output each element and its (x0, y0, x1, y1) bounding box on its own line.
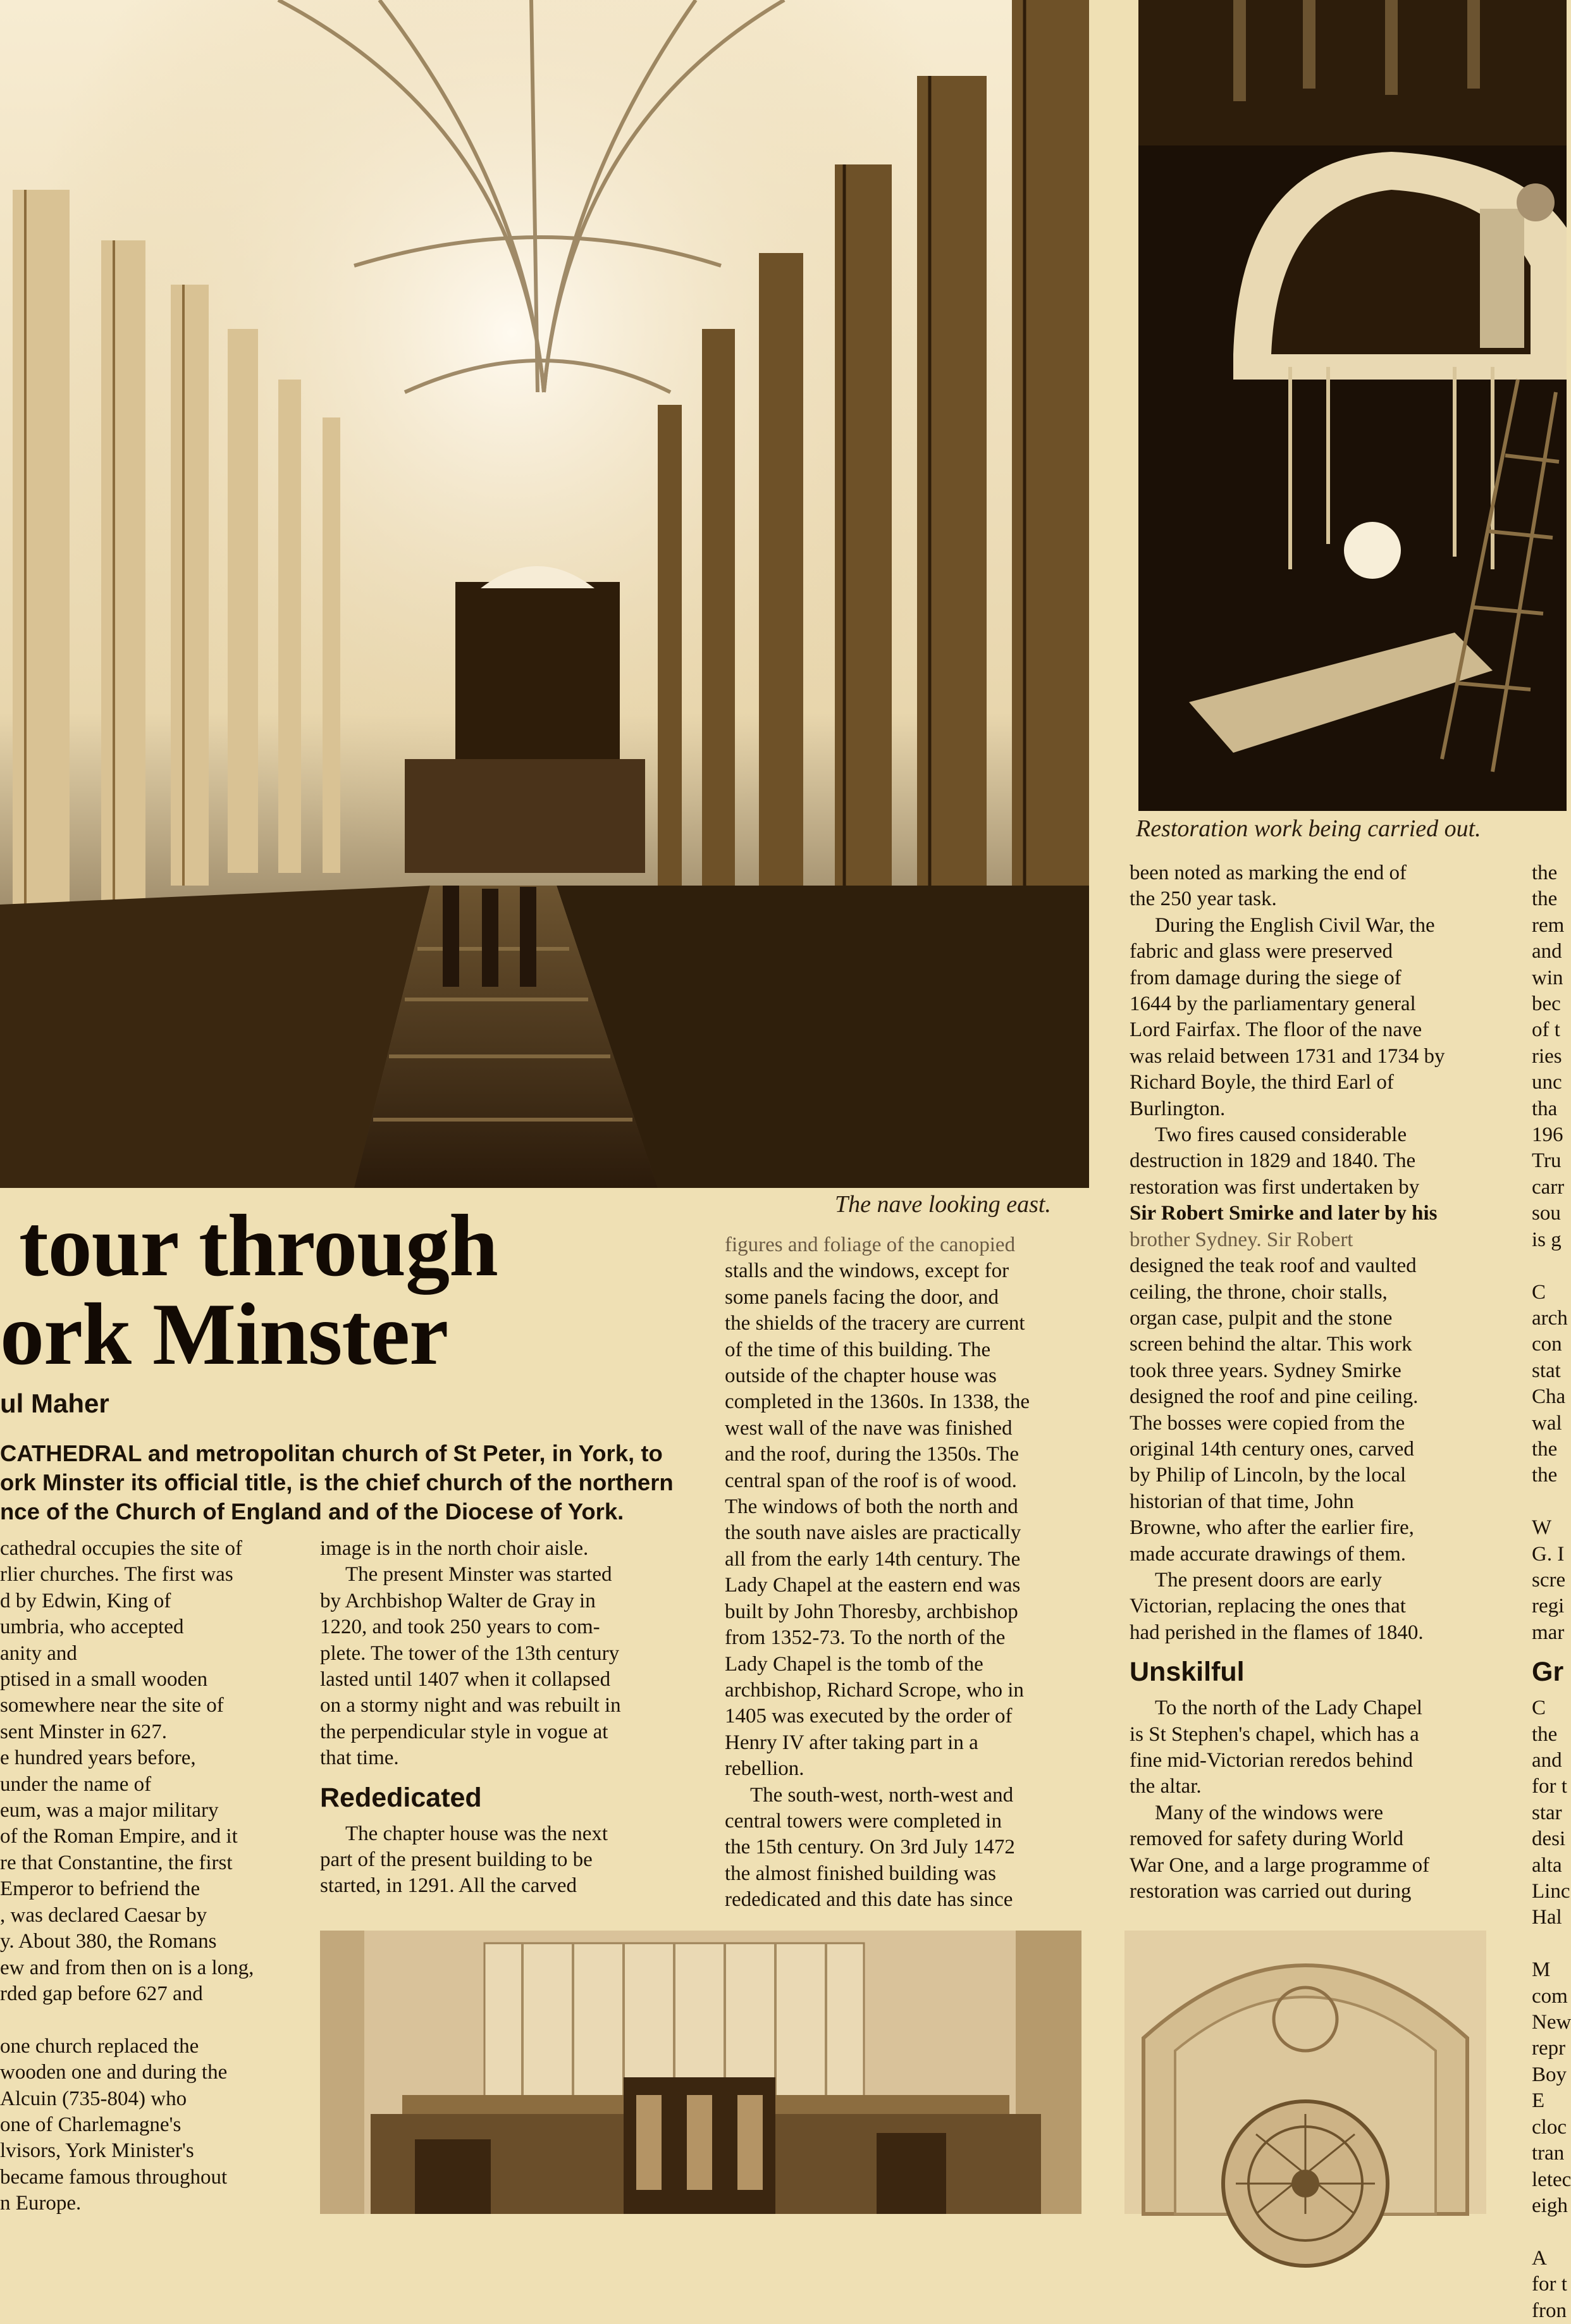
text-line: sent Minster in 627. (0, 1720, 167, 1743)
column-4-part-b (1130, 1695, 1496, 1905)
text-line: tran (1532, 2142, 1565, 2165)
text-line: all from the early 14th century. The (725, 1547, 1021, 1571)
text-line: designed the teak roof and vaulted (1130, 1254, 1417, 1278)
text-line: restoration was carried out during (1130, 1880, 1412, 1903)
subhead-unskilful: Unskilful (1130, 1657, 1245, 1688)
text-line: regi (1532, 1595, 1565, 1618)
text-line: Browne, who after the earlier fire, (1130, 1516, 1414, 1540)
text-line: Two fires caused considerable (1155, 1123, 1407, 1147)
text-line: the (1532, 1437, 1558, 1461)
text-line: fabric and glass were preserved (1130, 940, 1393, 963)
headline-line2: ork Minster (0, 1285, 448, 1383)
text-line: built by John Thoresby, archbishop (725, 1600, 1018, 1623)
text-line: the almost finished building was (725, 1862, 996, 1885)
text-line: destruction in 1829 and 1840. The (1130, 1149, 1416, 1173)
text-line: com (1532, 1984, 1568, 2008)
text-line: had perished in the flames of 1840. (1130, 1621, 1424, 1644)
text-line: Lady Chapel is the tomb of the (725, 1652, 983, 1676)
text-line: the 15th century. On 3rd July 1472 (725, 1836, 1015, 1859)
text-line: image is in the north choir aisle. (320, 1537, 589, 1560)
byline: ul Maher (0, 1388, 109, 1418)
column-5-part-a (1532, 860, 1567, 1646)
text-line: plete. The tower of the 13th century (320, 1641, 620, 1665)
text-line: by Archbishop Walter de Gray in (320, 1589, 596, 1612)
text-line (1532, 1253, 1567, 1279)
text-line: New (1532, 2011, 1571, 2034)
headline-line1: tour through (19, 1197, 498, 1295)
text-line: stat (1532, 1359, 1561, 1382)
text-line: Sir Robert Smirke and later by his (1130, 1202, 1438, 1225)
text-line: W (1532, 1516, 1552, 1540)
text-line: from damage during the siege of (1130, 966, 1402, 989)
text-line: original 14th century ones, carved (1130, 1437, 1414, 1461)
text-line: the perpendicular style in vogue at (320, 1720, 608, 1743)
text-line: repr (1532, 2037, 1566, 2060)
text-line: somewhere near the site of (0, 1694, 224, 1717)
text-line: Boy (1532, 2063, 1567, 2086)
text-line: ceiling, the throne, choir stalls, (1130, 1280, 1388, 1304)
text-line: e hundred years before, (0, 1746, 196, 1770)
text-line: brother Sydney. Sir Robert (1130, 1228, 1353, 1251)
text-line: Emperor to befriend the (0, 1877, 200, 1901)
text-line: arch (1532, 1306, 1568, 1330)
text-line: rlier churches. The first was (0, 1563, 233, 1586)
text-line: and the roof, during the 1350s. The (725, 1443, 1019, 1466)
text-line: anity and (0, 1641, 77, 1665)
text-line: Linc (1532, 1880, 1570, 1903)
text-line: cloc (1532, 2115, 1567, 2139)
text-line: Richard Boyle, the third Earl of (1130, 1071, 1394, 1094)
text-line: alta (1532, 1853, 1562, 1877)
text-line: star (1532, 1801, 1562, 1824)
text-line: ew and from then on is a long, (0, 1956, 254, 1979)
text-line: figures and foliage of the canopied (725, 1233, 1016, 1256)
text-line: Burlington. (1130, 1097, 1226, 1120)
text-line: eigh (1532, 2194, 1568, 2217)
article-column-1 (0, 1536, 304, 2214)
altar-screen-photo (320, 1931, 1081, 2214)
text-line: umbria, who accepted (0, 1616, 184, 1639)
text-line: The bosses were copied from the (1130, 1411, 1405, 1435)
text-line: tha (1532, 1097, 1558, 1120)
text-line: C (1532, 1697, 1546, 1720)
article-column-3 (725, 1232, 1092, 1913)
text-line: bec (1532, 992, 1561, 1016)
text-line: and (1532, 940, 1562, 963)
text-line: rem (1532, 913, 1565, 937)
text-line: from 1352-73. To the north of the (725, 1626, 1006, 1650)
text-line: outside of the chapter house was (725, 1364, 997, 1388)
text-line: , was declared Caesar by (0, 1903, 207, 1927)
text-line: and (1532, 1749, 1562, 1772)
text-line: desi (1532, 1827, 1566, 1851)
text-line: fine mid-Victorian reredos behind (1130, 1749, 1413, 1772)
text-line: unc (1532, 1071, 1562, 1094)
subhead-column-5: Gr (1532, 1657, 1564, 1688)
text-line: The south-west, north-west and (750, 1783, 1014, 1807)
standfirst (0, 1439, 708, 1526)
text-line: rededicated and this date has since (725, 1888, 1013, 1912)
tracery-clock-photo (1124, 1931, 1486, 2214)
text-line: by Philip of Lincoln, by the local (1130, 1464, 1407, 1487)
text-line: the altar. (1130, 1775, 1202, 1798)
column-2-part-b (320, 1821, 687, 1900)
text-line: organ case, pulpit and the stone (1130, 1306, 1393, 1330)
restoration-photo (1138, 0, 1567, 811)
text-line: made accurate drawings of them. (1130, 1542, 1407, 1566)
text-line: sou (1532, 1202, 1561, 1225)
text-line: under the name of (0, 1772, 152, 1796)
text-line: The windows of both the north and (725, 1495, 1018, 1519)
text-line: the shields of the tracery are current (725, 1312, 1025, 1335)
text-line: rebellion. (725, 1757, 804, 1781)
text-line (1532, 1931, 1567, 1957)
text-line: The present doors are early (1155, 1568, 1383, 1592)
text-line: started, in 1291. All the carved (320, 1874, 577, 1898)
text-line: of the time of this building. The (725, 1338, 991, 1361)
text-line: Henry IV after taking part in a (725, 1731, 978, 1754)
text-line: the south nave aisles are practically (725, 1521, 1021, 1545)
text-line: was relaid between 1731 and 1734 by (1130, 1044, 1445, 1068)
text-line (1532, 2219, 1567, 2245)
text-line: designed the roof and pine ceiling. (1130, 1385, 1419, 1409)
text-line: ptised in a small wooden (0, 1668, 208, 1691)
text-line: Alcuin (735-804) who (0, 2087, 187, 2110)
text-line: carr (1532, 1175, 1565, 1199)
text-line: central towers were completed in (725, 1809, 1002, 1833)
text-line: of the Roman Empire, and it (0, 1825, 238, 1848)
text-line: took three years. Sydney Smirke (1130, 1359, 1402, 1382)
text-line: To the north of the Lady Chapel (1155, 1697, 1422, 1720)
standfirst-line: CATHEDRAL and metropolitan church of St Peter, in York, to (0, 1440, 663, 1466)
text-line: for t (1532, 1775, 1567, 1798)
text-line: wal (1532, 1411, 1562, 1435)
text-line: rded gap before 627 and (0, 1982, 203, 2005)
column-4-part-a (1130, 860, 1496, 1646)
subhead-rededicated: Rededicated (320, 1782, 482, 1813)
article-column-5 (1532, 860, 1571, 2322)
standfirst-line: nce of the Church of England and of the Diocese of York. (0, 1499, 624, 1524)
text-line: part of the present building to be (320, 1848, 593, 1872)
text-line: archbishop, Richard Scrope, who in (725, 1678, 1024, 1702)
text-line: Hal (1532, 1906, 1562, 1929)
article-column-4 (1130, 860, 1496, 1905)
text-line: con (1532, 1333, 1562, 1356)
text-line: G. I (1532, 1542, 1565, 1566)
text-line: A (1532, 2246, 1547, 2270)
text-line: n Europe. (0, 2192, 82, 2215)
text-line: E (1532, 2089, 1545, 2113)
text-line: lasted until 1407 when it collapsed (320, 1668, 611, 1691)
text-line: 1644 by the parliamentary general (1130, 992, 1416, 1016)
text-line: Lord Fairfax. The floor of the nave (1130, 1018, 1422, 1042)
text-line: that time. (320, 1746, 399, 1770)
text-line: one church replaced the (0, 2034, 199, 2058)
text-line: 196 (1532, 1123, 1563, 1147)
text-line: fron (1532, 2299, 1567, 2322)
text-line: screen behind the altar. This work (1130, 1333, 1412, 1356)
text-line: for t (1532, 2273, 1567, 2296)
text-line: the (1532, 1722, 1558, 1746)
text-line: cathedral occupies the site of (0, 1537, 242, 1560)
text-line: one of Charlemagne's (0, 2113, 182, 2136)
text-line (0, 2007, 304, 2033)
article-column-2 (320, 1536, 687, 1900)
text-line: is St Stephen's chapel, which has a (1130, 1722, 1419, 1746)
text-line: mar (1532, 1621, 1565, 1644)
text-line: some panels facing the door, and (725, 1285, 999, 1309)
text-line: of t (1532, 1018, 1560, 1042)
text-line: lvisors, York Minister's (0, 2139, 194, 2163)
text-line: Victorian, replacing the ones that (1130, 1595, 1406, 1618)
text-line: stalls and the windows, except for (725, 1259, 1009, 1283)
text-line: west wall of the nave was finished (725, 1416, 1013, 1440)
column-5-part-b (1532, 1695, 1571, 2324)
caption-nave: The nave looking east. (835, 1191, 1051, 1218)
text-line: the (1532, 1464, 1558, 1487)
text-line: eum, was a major military (0, 1799, 219, 1822)
text-line: win (1532, 966, 1563, 989)
text-line: historian of that time, John (1130, 1490, 1354, 1513)
text-line: restoration was first undertaken by (1130, 1175, 1420, 1199)
text-line: Lady Chapel at the eastern end was (725, 1574, 1021, 1597)
text-line: Many of the windows were (1155, 1801, 1384, 1824)
text-line: completed in the 1360s. In 1338, the (725, 1390, 1030, 1414)
column-2-part-a (320, 1536, 687, 1772)
text-line: been noted as marking the end of (1130, 862, 1407, 884)
text-line: the (1532, 887, 1558, 911)
text-line: Cha (1532, 1385, 1566, 1409)
text-line: M (1532, 1958, 1551, 1982)
text-line: became famous throughout (0, 2165, 228, 2189)
text-line: The chapter house was the next (345, 1822, 608, 1845)
text-line: The present Minster was started (345, 1563, 612, 1586)
text-line: is g (1532, 1228, 1562, 1251)
text-line: the 250 year task. (1130, 887, 1277, 911)
text-line: central span of the roof is of wood. (725, 1469, 1017, 1492)
text-line: on a stormy night and was rebuilt in (320, 1694, 621, 1717)
nave-photo (0, 0, 1089, 1188)
text-line: War One, and a large programme of (1130, 1853, 1430, 1877)
text-line: letec (1532, 2168, 1571, 2191)
standfirst-line: ork Minster its official title, is the chief church of the northern (0, 1469, 674, 1495)
text-line: 1220, and took 250 years to com- (320, 1616, 600, 1639)
text-line: ries (1532, 1044, 1562, 1068)
text-line: During the English Civil War, the (1155, 913, 1435, 937)
text-line: re that Constantine, the first (0, 1851, 233, 1874)
text-line (1532, 1489, 1567, 1515)
text-line: 1405 was executed by the order of (725, 1705, 1013, 1728)
text-line: scre (1532, 1568, 1566, 1592)
text-line: wooden one and during the (0, 2061, 228, 2084)
text-line: d by Edwin, King of (0, 1589, 171, 1612)
text-line: C (1532, 1280, 1546, 1304)
caption-restoration: Restoration work being carried out. (1136, 815, 1481, 842)
text-line: y. About 380, the Romans (0, 1930, 217, 1953)
text-line: Tru (1532, 1149, 1562, 1173)
text-line: the (1532, 862, 1558, 884)
text-line: removed for safety during World (1130, 1827, 1403, 1851)
